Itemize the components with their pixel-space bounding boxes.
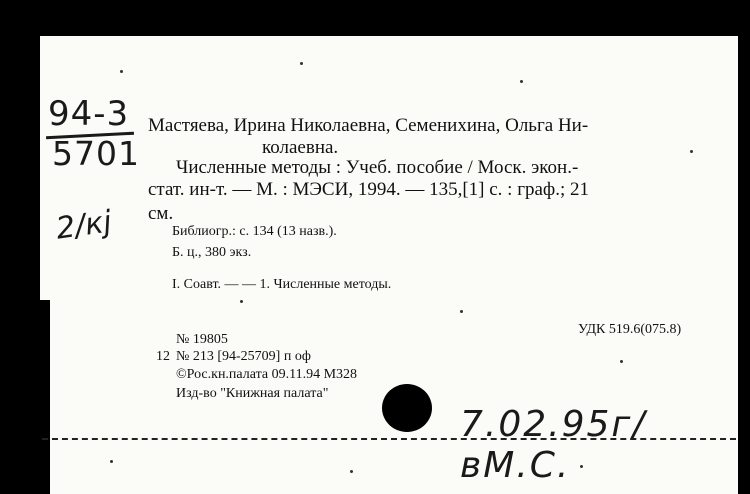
publisher-line: Изд-во "Книжная палата" [176,386,329,401]
scan-speck [690,150,693,153]
call-number-bottom: 5701 [52,134,140,173]
scan-speck [300,62,303,65]
batch-prefix: 12 [156,349,170,364]
scan-speck [110,460,113,463]
call-number-top: 94-3 [48,94,130,134]
scan-speck [460,310,463,313]
book-chamber-stamp: ©Рос.кн.палата 09.11.94 М328 [176,367,358,382]
title-line1: Численные методы : Учеб. пособие / Моск. экон.- [176,157,579,178]
title-line2: стат. ин-т. — М. : МЭСИ, 1994. — 135,[1] с. : граф.; 21 [148,179,590,200]
scan-edge-top [0,0,750,36]
scan-speck [520,80,523,83]
author-heading-line1: Мастяева, Ирина Николаевна, Семенихина, Ольга Ни- [148,115,589,136]
record-number: № 19805 [176,332,228,347]
udc-code: УДК 519.6(075.8) [578,322,682,337]
scan-speck [620,360,623,363]
price-run-note: Б. ц., 380 экз. [172,245,252,260]
batch-number: № 213 [94-25709] п оф [176,349,311,364]
scan-speck [120,70,123,73]
dashed-divider [42,438,736,440]
tracing: I. Соавт. — — 1. Численные методы. [172,277,392,292]
scan-speck [350,470,353,473]
scan-speck [580,465,583,468]
handwritten-date-note: 7.02.95г/вМ.С. [460,404,647,486]
author-heading-line2: колаевна. [262,137,339,158]
scan-edge-left-lower [28,300,50,494]
title-line3: см. [148,203,174,224]
ink-blot [382,384,432,432]
scan-speck [240,300,243,303]
inventory-mark: 2/кj [53,204,114,247]
bibliography-note: Библиогр.: с. 134 (13 назв.). [172,224,337,239]
